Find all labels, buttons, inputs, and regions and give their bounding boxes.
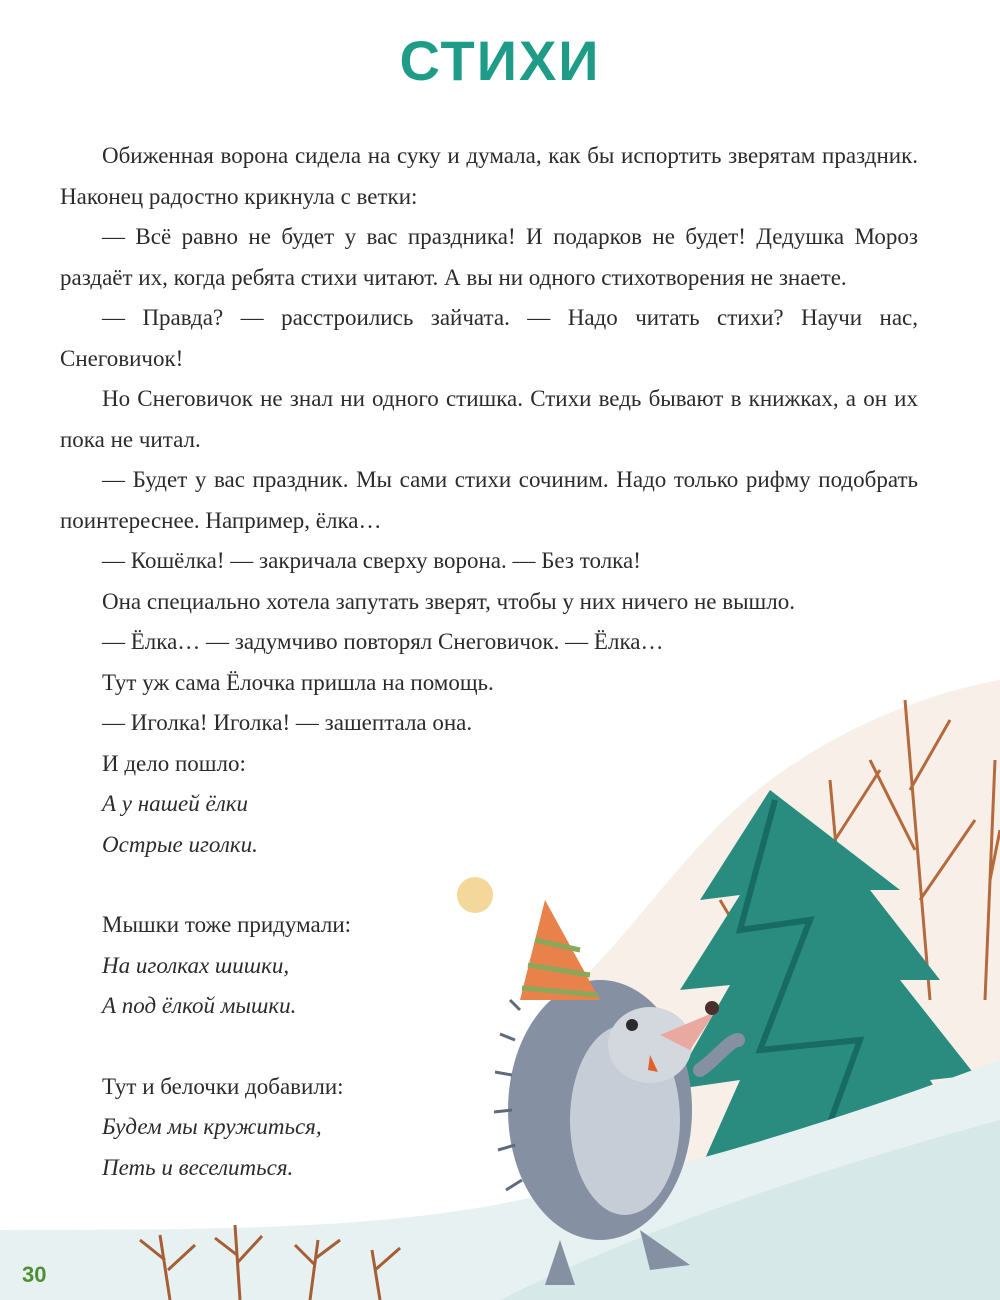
paragraph: Мышки тоже придумали:: [102, 912, 352, 937]
verse-line: Острые иголки.: [102, 831, 258, 857]
page-number: 30: [22, 1262, 47, 1287]
paragraph: И дело пошло:: [102, 750, 246, 776]
page-title: СТИХИ: [399, 29, 601, 92]
paragraph: — Ёлка… — задумчиво повторял Снеговичок. — Ёлка…: [102, 629, 664, 654]
verse-line: На иголках шишки,: [102, 952, 290, 978]
paragraph: — Будет у вас праздник. Мы сами стихи сочиним. Надо только рифму подобрать поинтереснее. Например, ёлка…: [60, 467, 918, 533]
verse-line: А под ёлкой мышки.: [102, 993, 297, 1018]
paragraph: — Кошёлка! — закричала сверху ворона. — Без толка!: [102, 548, 641, 573]
story-text: [60, 136, 918, 1188]
verse-line: А у нашей ёлки: [102, 791, 248, 816]
paragraph: Обиженная ворона сидела на суку и думала, как бы испортить зверятам праздник. Наконец радостно крикнула с ветки:: [60, 143, 918, 209]
paragraph: Она специально хотела запутать зверят, чтобы у них ничего не вышло.: [102, 588, 795, 614]
paragraph: Тут и белочки добавили:: [102, 1073, 344, 1099]
paragraph: Но Снеговичок не знал ни одного стишка. Стихи ведь бывают в книжках, а он их пока не читал.: [60, 386, 918, 452]
paragraph: — Иголка! Иголка! — зашептала она.: [102, 710, 473, 735]
verse-line: Петь и веселиться.: [102, 1154, 294, 1180]
paragraph: — Всё равно не будет у вас праздника! И подарков не будет! Дедушка Мороз раздаёт их, когда ребята стихи читают. А вы ни одного стихотворения не знаете.: [60, 224, 918, 290]
paragraph: — Правда? — расстроились зайчата. — Надо читать стихи? Научи нас, Снеговичок!: [60, 305, 918, 371]
paragraph: Тут уж сама Ёлочка пришла на помощь.: [102, 669, 494, 695]
verse-line: Будем мы кружиться,: [102, 1114, 322, 1139]
